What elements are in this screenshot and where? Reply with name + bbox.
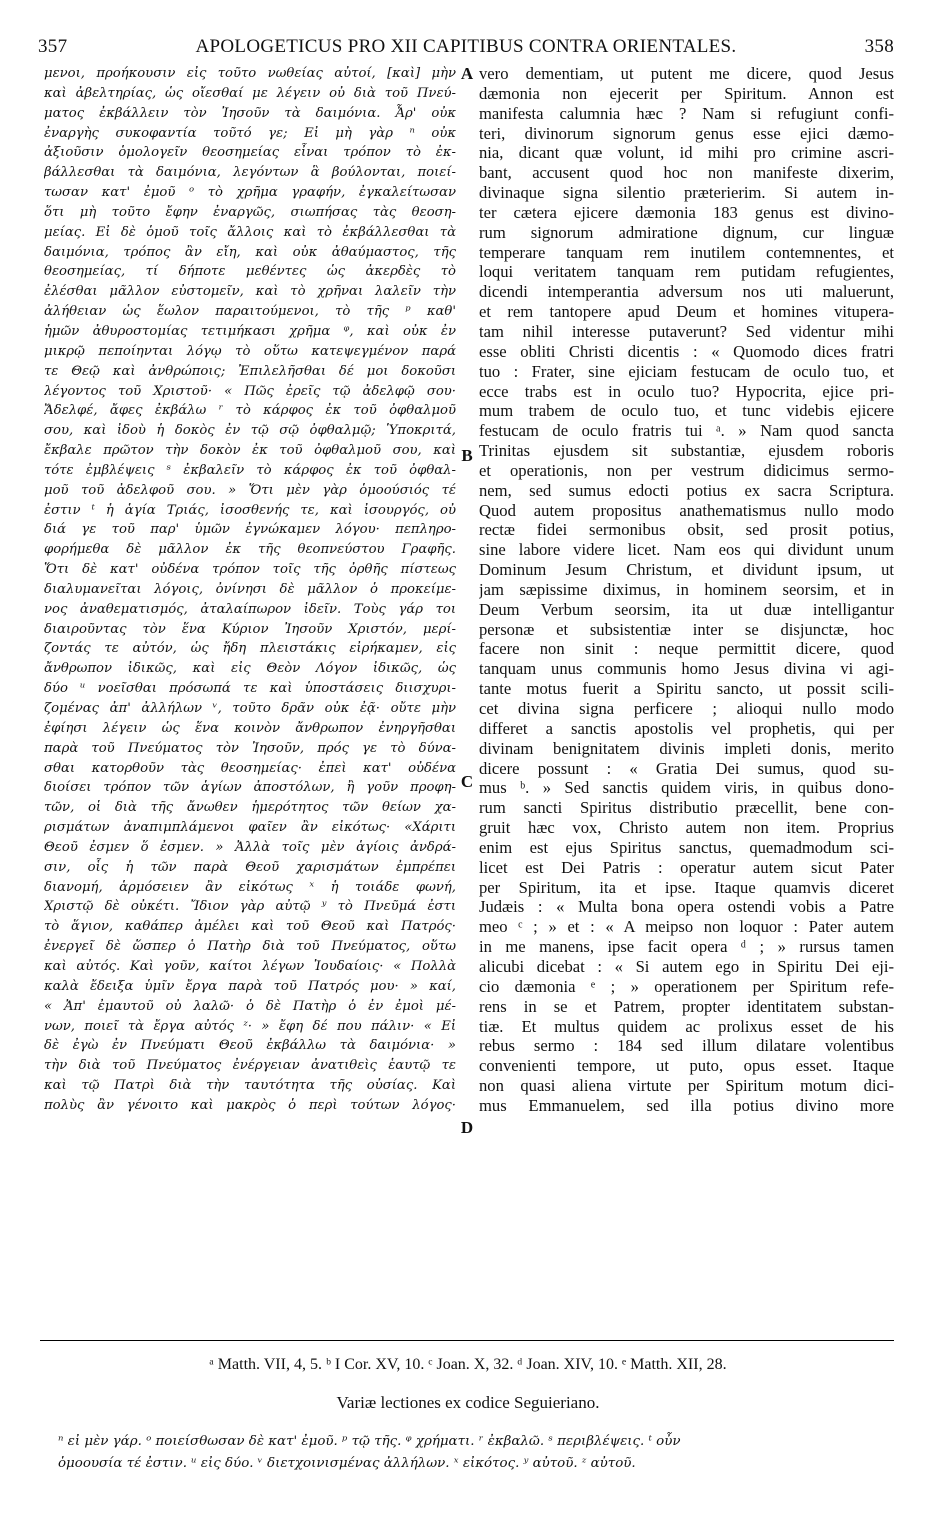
greek-text-line: ἐνεργεῖ δὲ ὥσπερ ὁ Πατὴρ διὰ τοῦ Πνεύματος, οὕτω <box>44 939 456 955</box>
latin-text-line: non quasi aliena virtute per Spiritum motum dici- <box>479 1076 894 1096</box>
greek-text-line: ἀλήθειαν ὡς ἕωλον παραιτούμενοι, τὸ τῆς ᵖ καθ' <box>44 304 456 320</box>
latin-text-line: licet est Dei Patris : operatur autem sicut Pater <box>479 857 894 877</box>
greek-text-line: ματος ἐκβάλλειν τὸν Ἰησοῦν τὰ δαιμόνια. Ἆρ' οὐκ <box>44 105 456 121</box>
greek-text-line: τότε ἐμβλέψεις ˢ ἐκβαλεῖν τὸ κάρφος ἐκ τοῦ ὀφθαλ- <box>44 462 456 478</box>
greek-text-line: λέγοντος τοῦ Χριστοῦ· « Πῶς ἐρεῖς τῷ ἀδελφῷ σου· <box>44 383 456 399</box>
greek-text-line: καὶ ἀβελτηρίας, ὡς οἴεσθαί με λέγειν οὐ διὰ τοῦ Πνεύ- <box>44 85 456 101</box>
greek-text-line: ρισμάτων ἀναπιμπλάμενοι φαῖεν ἂν εἰκότως· «Χάριτι <box>44 820 456 836</box>
latin-text-line: manifesta calumnia hæc ? Nam si refugiunt confi- <box>479 103 894 123</box>
latin-text-line: rum signorum admiratione dignum, cur linguæ <box>479 222 894 242</box>
latin-text-line: tanquam unus communis homo Jesus divina vi agi- <box>479 659 894 679</box>
latin-text-line: alicubi dicebat : « Si autem ego in Spiritu Dei eji- <box>479 956 894 976</box>
page-number-right: 358 <box>864 36 894 57</box>
latin-text-line: Dominum Jesum Christum, et dividunt ipsum, ut <box>479 560 894 580</box>
latin-text-line: Deum Verbum seorsim, ita ut duæ intelligantur <box>479 599 894 619</box>
latin-text-line: rens in se et Patrem, propter identitatem substan- <box>479 996 894 1016</box>
latin-text-line: mus ᵇ. » Sed sanctis quidem viris, in quibus dono- <box>479 778 894 798</box>
greek-text-line: παρὰ τοῦ Πνεύματος τὸν Ἰησοῦν, πρός γε τὸ δύνα- <box>44 740 456 756</box>
greek-text-line: φορήμεθα δὲ μᾶλλον ἐκ τῆς θεοπνεύστου Γραφῆς. <box>44 542 456 558</box>
latin-text-line: divinaque signa silentio præterierim. Si autem in- <box>479 183 894 203</box>
latin-text-line: tiæ. Et multus quidem ac prolixus esset de his <box>479 1016 894 1036</box>
latin-text-line: ecce trabs est in oculo tuo? Hypocrita, ejice pri- <box>479 381 894 401</box>
greek-text-line: Θεοῦ ἐσμεν ὅ ἐσμεν. » Ἀλλὰ τοῖς μὲν ἁγίοις ἀνδρά- <box>44 839 456 855</box>
latin-text-line: rum sancti Spiritus distributio præcellit, bene con- <box>479 798 894 818</box>
latin-text-line: divinam benignitatem divinis impleti donis, merito <box>479 738 894 758</box>
latin-text-line: gruit hæc vox, Christo autem non item. Proprius <box>479 818 894 838</box>
page-number-left: 357 <box>38 36 68 57</box>
latin-text-line: dæmonia non ejecerit per Spiritum. Annon est <box>479 83 894 103</box>
greek-text-line: ζομένας ἀπ' ἀλλήλων ᵛ, τοῦτο δρᾶν οὐκ ἐᾷ· οὔτε μὴν <box>44 701 456 716</box>
latin-text-line: et rem tantopere apud Deum et homines vitupera- <box>479 302 894 322</box>
section-marker-c: C <box>460 772 474 791</box>
latin-text-line: per Spiritum, ita et ipse. Itaque quamvis diceret <box>479 877 894 897</box>
footnote-rule <box>40 1340 894 1341</box>
latin-text-line: Quod autem propositus anathematismus nullo modo <box>479 500 894 520</box>
greek-text-line: νων, ποιεῖ τὰ ἔργα αὐτός ᶻ· » ἔφη δέ που πάλιν· « Εἰ <box>44 1018 456 1034</box>
greek-text-line: ἀξιοῦσιν ὁμολογεῖν θεοσημείας εἶναι τρόπον τὸ ἐκ- <box>44 145 456 161</box>
greek-text-line: διαιροῦντας τὸν ἕνα Κύριον Ἰησοῦν Χριστόν, μερί- <box>44 621 456 637</box>
latin-text-line: personæ et subsistentiæ inter se disjunctæ, hoc <box>479 619 894 639</box>
greek-text-line: νος ἀναθεματισμός, ἀταλαίπωρον ἰδεῖν. Τοὺς γάρ τοι <box>44 601 456 617</box>
greek-text-line: μενοι, προήκουσιν εἰς τοῦτο νωθείας αὐτοί, [καὶ] μὴν <box>44 66 456 81</box>
latin-text-line: festucam de oculo fratris tui ᵃ. » Nam quod sancta <box>479 421 894 441</box>
greek-text-line: καὶ τῷ Πατρὶ διὰ τὴν ταυτότητα τῆς οὐσίας. Καὶ <box>44 1078 456 1094</box>
greek-text-line: Ὅτι δὲ κατ' οὐδένα τρόπον τοῖς τῆς ὀρθῆς πίστεως <box>44 562 456 578</box>
latin-text-line: tante motus fuerit a Spiritu sancto, ut possit scili- <box>479 679 894 699</box>
greek-text-line: τωσαν κατ' ἐμοῦ ᵒ τὸ χρῆμα γραφήν, ἐγκαλείτωσαν <box>44 185 456 201</box>
section-marker-d: D <box>460 1118 474 1137</box>
greek-text-column <box>44 64 456 1116</box>
variant-readings <box>58 1431 894 1475</box>
latin-text-line: temperare tanquam rem inutilem contemnentes, et <box>479 242 894 262</box>
latin-text-line: ter cætera ejicere dæmonia 183 genus est divino- <box>479 202 894 222</box>
latin-text-line: tam nihil interesse putaverunt? Sed videntur mihi <box>479 321 894 341</box>
greek-text-line: διά γε τοῦ παρ' ὑμῶν ἐγνώκαμεν λόγου· πεπληρο- <box>44 522 456 538</box>
greek-text-line: « Ἀπ' ἐμαυτοῦ οὐ λαλῶ· ὁ δὲ Πατὴρ ὁ ἐν ἐμοὶ μέ- <box>44 998 456 1014</box>
greek-text-line: πολὺς ἂν γένοιτο καὶ μακρὸς ὁ περὶ τούτων λόγος· <box>44 1097 456 1113</box>
greek-text-line: τὸ ἅγιον, καθάπερ ἀμέλει καὶ τοῦ Θεοῦ καὶ Πατρός· <box>44 919 456 935</box>
greek-text-line: βάλλεσθαι τὰ δαιμόνια, λεγόντων ἃ βούλονται, ποιεί- <box>44 165 456 181</box>
variant-reading-line: ὁμοουσία τέ ἐστιν. ᵘ εἰς δύο. ᵛ διετχοινισμένας ἀλλήλων. ˣ εἰκότος. ʸ αὐτοῦ. ᶻ αὐτοῦ. <box>58 1456 636 1471</box>
greek-text-line: τε Θεῷ καὶ ἀνθρώποις; Ἐπιλελῆσθαι δέ μοι δοκοῦσι <box>44 363 456 379</box>
greek-text-line: ὅτι μὴ τοῦτο ἔφην ἐναργῶς, σιωπήσας τὰς θεοση- <box>44 204 456 220</box>
greek-text-line: δαιμόνια, τρόπος ἂν εἴη, καὶ οὐκ ἀθαύμαστος, τῆς <box>44 244 456 260</box>
latin-text-line: dicere possunt : « Gratia Dei sumus, quod su- <box>479 758 894 778</box>
greek-text-line: ἄνθρωπον ἰδικῶς, καὶ εἰς Θεὸν Λόγον ἰδικῶς, ὡς <box>44 661 456 677</box>
latin-text-line: rebus sermo : 184 sed illum dilatare volentibus <box>479 1036 894 1056</box>
running-title: APOLOGETICUS PRO XII CAPITIBUS CONTRA ORIENTALES. <box>195 36 737 57</box>
latin-text-line: mum trabem de oculo tuo, et tunc videbis ejicere <box>479 401 894 421</box>
latin-text-line: nia, dicant quæ volunt, id mihi pro crimine ascri- <box>479 143 894 163</box>
greek-text-line: διοίσει τρόπον τῶν ἁγίων ἀποστόλων, ἢ γοῦν προφη- <box>44 780 456 796</box>
latin-text-line: Judæis : « Multa bona opera ostendi vobis a Patre <box>479 897 894 917</box>
latin-text-line: Trinitas ejusdem sit substantiæ, ejusdem roboris <box>479 441 894 461</box>
latin-text-line: loqui veritatem tanquam rem putidam refugientes, <box>479 262 894 282</box>
variant-readings-heading: Variæ lectiones ex codice Seguieriano. <box>336 1393 600 1412</box>
greek-text-line: δὲ ἐγὼ ἐν Πνεύματι Θεοῦ ἐκβάλλω τὰ δαιμόνια· » <box>44 1038 456 1054</box>
latin-text-line: nem, sed sumus edocti potius ex sacra Scriptura. <box>479 480 894 500</box>
latin-text-line: dicendi intemperantia adversum nos uti maluerunt, <box>479 282 894 302</box>
latin-text-line: cet divina signa perficere ; alioqui nullo modo <box>479 699 894 718</box>
greek-text-line: ἐφίησι λέγειν ὡς ἕνα κοινὸν ἄνθρωπον ἐνηργῆσθαι <box>44 720 456 736</box>
greek-text-line: ἡμῶν ἀθυροστομίας τετιμήκασι χρῆμα ᵠ, καὶ οὐκ ἐν <box>44 323 456 339</box>
greek-text-line: καὶ αὐτός. Καὶ γοῦν, καίτοι λέγων Ἰουδαίοις· « Πολλὰ <box>44 958 456 974</box>
greek-text-line: σιν, οἷς ἡ τῶν παρὰ Θεοῦ χαρισμάτων ἐμπρέπει <box>44 859 456 875</box>
latin-text-line: esse obliti Christi dicentis : « Quomodo dices fratri <box>479 341 894 361</box>
greek-text-line: ἐστιν ᵗ ἡ ἁγία Τριάς, ἰσοσθενής τε, καὶ ἰσουργός, οὐ <box>44 502 456 518</box>
latin-text-line: tuo : Frater, sine ejiciam festucam de oculo tuo, et <box>479 361 894 381</box>
greek-text-line: διανομή, ἁρμόσειεν ἂν εἰκότως ˣ ἡ τοιάδε φωνή, <box>44 879 456 895</box>
greek-text-line: διαλυμανεῖται λόγοις, ὀνίνησι δὲ μᾶλλον ὁ προκείμε- <box>44 581 456 597</box>
greek-text-line: τῶν, οἱ διὰ τῆς ἄνωθεν ἡμερότητος τῶν θείων χα- <box>44 800 456 816</box>
greek-text-line: τὴν διὰ τοῦ Πνεύματος ἐνέργειαν ἀνατιθεὶς ἑαυτῷ τε <box>44 1058 456 1074</box>
greek-text-line: ἐλέσθαι μᾶλλον εὐστομεῖν, καὶ τὸ χρῆναι λαλεῖν τὴν <box>44 284 456 300</box>
greek-text-line: σθαι κατορθοῦν τὰς θεοσημείας· ἐπεὶ κατ' οὐδένα <box>44 760 456 776</box>
greek-text-line: μοῦ τοῦ ἀδελφοῦ σου. » Ὅτι μὲν γὰρ ὁμοούσιός τέ <box>44 482 456 498</box>
latin-text-line: vero dementiam, ut putent me dicere, quod Jesus <box>479 64 894 83</box>
latin-text-line: convenienti tempore, ut puto, opus esset. Itaque <box>479 1056 894 1076</box>
greek-text-line: ζοντάς τε αὐτόν, ὡς ἤδη πλειστάκις εἰρήκαμεν, εἰς <box>44 641 456 657</box>
greek-text-line: θεοσημείας, τί δήποτε μεθέντες ὡς ἀκερδὲς τὸ <box>44 264 456 280</box>
greek-text-line: μικρῷ πεποίηνται λόγῳ τὸ οὕτω κατεψεγμένον παρά <box>44 343 456 359</box>
greek-text-line: Ἄδελφέ, ἄφες ἐκβάλω ʳ τὸ κάρφος ἐκ τοῦ ὀφθαλμοῦ <box>44 403 456 419</box>
latin-text-line: jam sæpissime diximus, in hominem seorsim, et in <box>479 579 894 599</box>
latin-text-column <box>479 64 894 1116</box>
section-marker-a: A <box>460 64 474 83</box>
latin-text-line: mus Emmanuelem, sed illa potius divino more <box>479 1095 894 1115</box>
latin-text-line: facere non sinit : neque permittit dicere, quod <box>479 639 894 659</box>
scripture-footnotes: ᵃ Matth. VII, 4, 5. ᵇ I Cor. XV, 10. ᶜ Joan. X, 32. ᵈ Joan. XIV, 10. ᵉ Matth. XII, 28. <box>209 1356 727 1373</box>
latin-text-line: cio dæmonia ᵉ ; » operationem per Spiritum refe- <box>479 976 894 996</box>
latin-text-line: et operationis, non per vestrum didicimus sermo- <box>479 460 894 480</box>
latin-text-line: rectæ fidei sermonibus obsit, sed prosit potius, <box>479 520 894 540</box>
latin-text-line: sine labore videre licet. Nam eos qui dividunt unum <box>479 540 894 560</box>
greek-text-line: σου, καὶ ἰδοὺ ἡ δοκὸς ἐν τῷ σῷ ὀφθαλμῷ; Ὑποκριτά, <box>44 423 456 439</box>
greek-text-line: μείας. Εἰ δὲ ὁμοῦ τοῖς ἄλλοις καὶ τὸ ἐκβάλλεσθαι τὰ <box>44 224 456 240</box>
greek-text-line: καλὰ ἔδειξα ὑμῖν ἔργα παρὰ τοῦ Πατρός μου· » καί, <box>44 978 456 994</box>
greek-text-line: δύο ᵘ νοεῖσθαι πρόσωπά τε καὶ ὑποστάσεις διισχυρι- <box>44 681 456 697</box>
latin-text-line: meo ᶜ ; » et : « A meipso non loquor : Pater autem <box>479 917 894 937</box>
latin-text-line: teri, divinorum signorum genus esse ejici dæmo- <box>479 123 894 143</box>
latin-text-line: bant, accusent quod hoc non manifeste dixerim, <box>479 163 894 183</box>
variant-reading-line: ⁿ εἰ μὲν γάρ. ᵒ ποιείσθωσαν δὲ κατ' ἐμοῦ. ᵖ τῷ τῆς. ᵠ χρήματι. ʳ ἐκβαλῶ. ˢ περιβλέψεις. ᵗ οὖν <box>58 1434 681 1449</box>
latin-text-line: enim est ejus Spiritus sanctus, quemadmodum sci- <box>479 837 894 857</box>
section-marker-b: B <box>461 446 473 465</box>
latin-text-line: in me manens, ipse facit opera ᵈ ; » rursus tamen <box>479 937 894 957</box>
greek-text-line: Χριστῷ δὲ οὐκέτι. Ἴδιον γὰρ αὐτῷ ʸ τὸ Πνεῦμά ἐστι <box>44 899 456 915</box>
greek-text-line: ἔκβαλε πρῶτον τὴν δοκὸν ἐκ τοῦ ὀφθαλμοῦ σου, καὶ <box>44 443 456 459</box>
latin-text-line: differet a sanctis apostolis vel prophetis, qui per <box>479 718 894 738</box>
greek-text-line: ἐναργὴς συκοφαντία τοῦτό γε; Εἰ μὴ γὰρ ⁿ οὐκ <box>44 125 456 141</box>
